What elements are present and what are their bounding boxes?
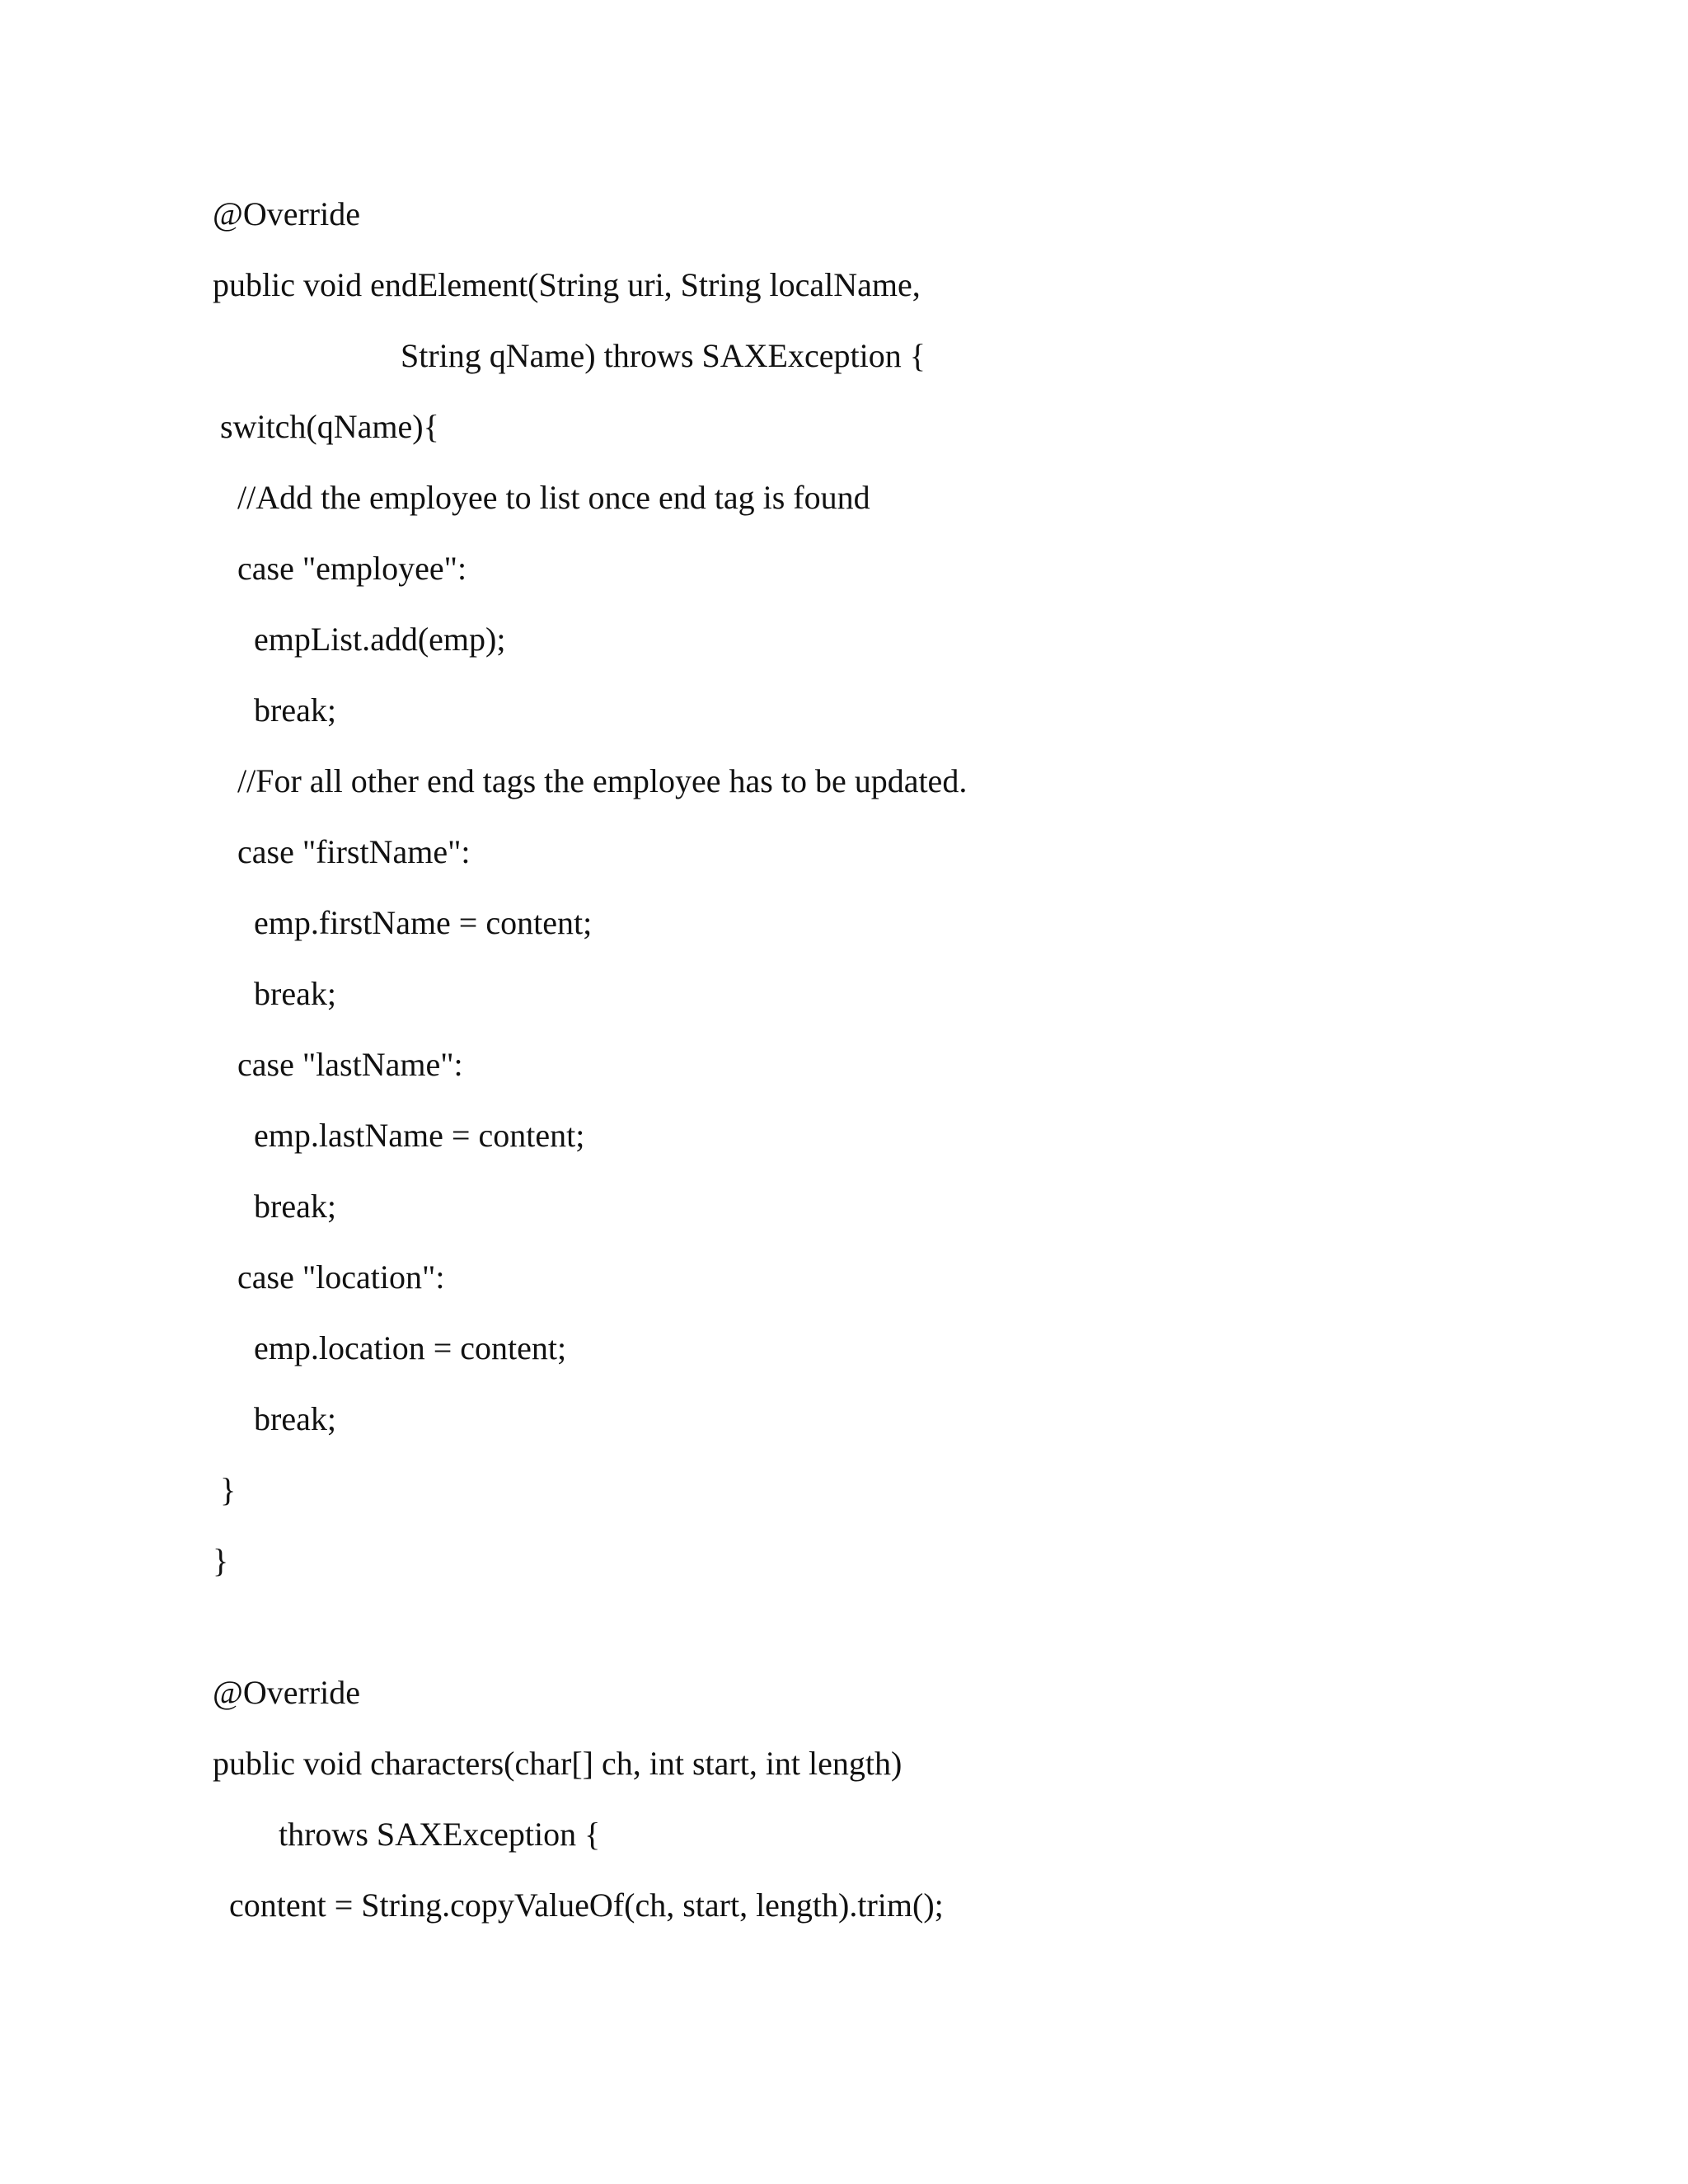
code-line: case "location": — [237, 1258, 445, 1296]
code-line: break; — [254, 975, 336, 1012]
code-line: break; — [254, 691, 336, 729]
code-line: public void endElement(String uri, String localName, — [213, 266, 921, 303]
code-line: empList.add(emp); — [254, 621, 506, 658]
code-line: case "employee": — [237, 550, 467, 587]
code-line: String qName) throws SAXException { — [401, 337, 926, 374]
code-line: } — [213, 1542, 229, 1579]
code-line: //Add the employee to list once end tag is found — [237, 479, 870, 516]
code-line: content = String.copyValueOf(ch, start, length).trim(); — [229, 1886, 944, 1924]
code-line: switch(qName){ — [220, 408, 439, 445]
code-line: break; — [254, 1400, 336, 1437]
code-line: @Override — [213, 1674, 360, 1711]
code-line: @Override — [213, 195, 360, 232]
code-line: emp.lastName = content; — [254, 1117, 585, 1154]
code-line: case "lastName": — [237, 1046, 463, 1083]
code-line: throws SAXException { — [279, 1816, 601, 1853]
code-line: break; — [254, 1188, 336, 1225]
code-line: emp.firstName = content; — [254, 904, 593, 941]
code-line: case "firstName": — [237, 833, 471, 870]
code-line: //For all other end tags the employee has to be updated. — [237, 762, 968, 799]
code-line: public void characters(char[] ch, int start, int length) — [213, 1745, 903, 1782]
code-line: } — [220, 1471, 237, 1508]
code-line: emp.location = content; — [254, 1329, 567, 1366]
